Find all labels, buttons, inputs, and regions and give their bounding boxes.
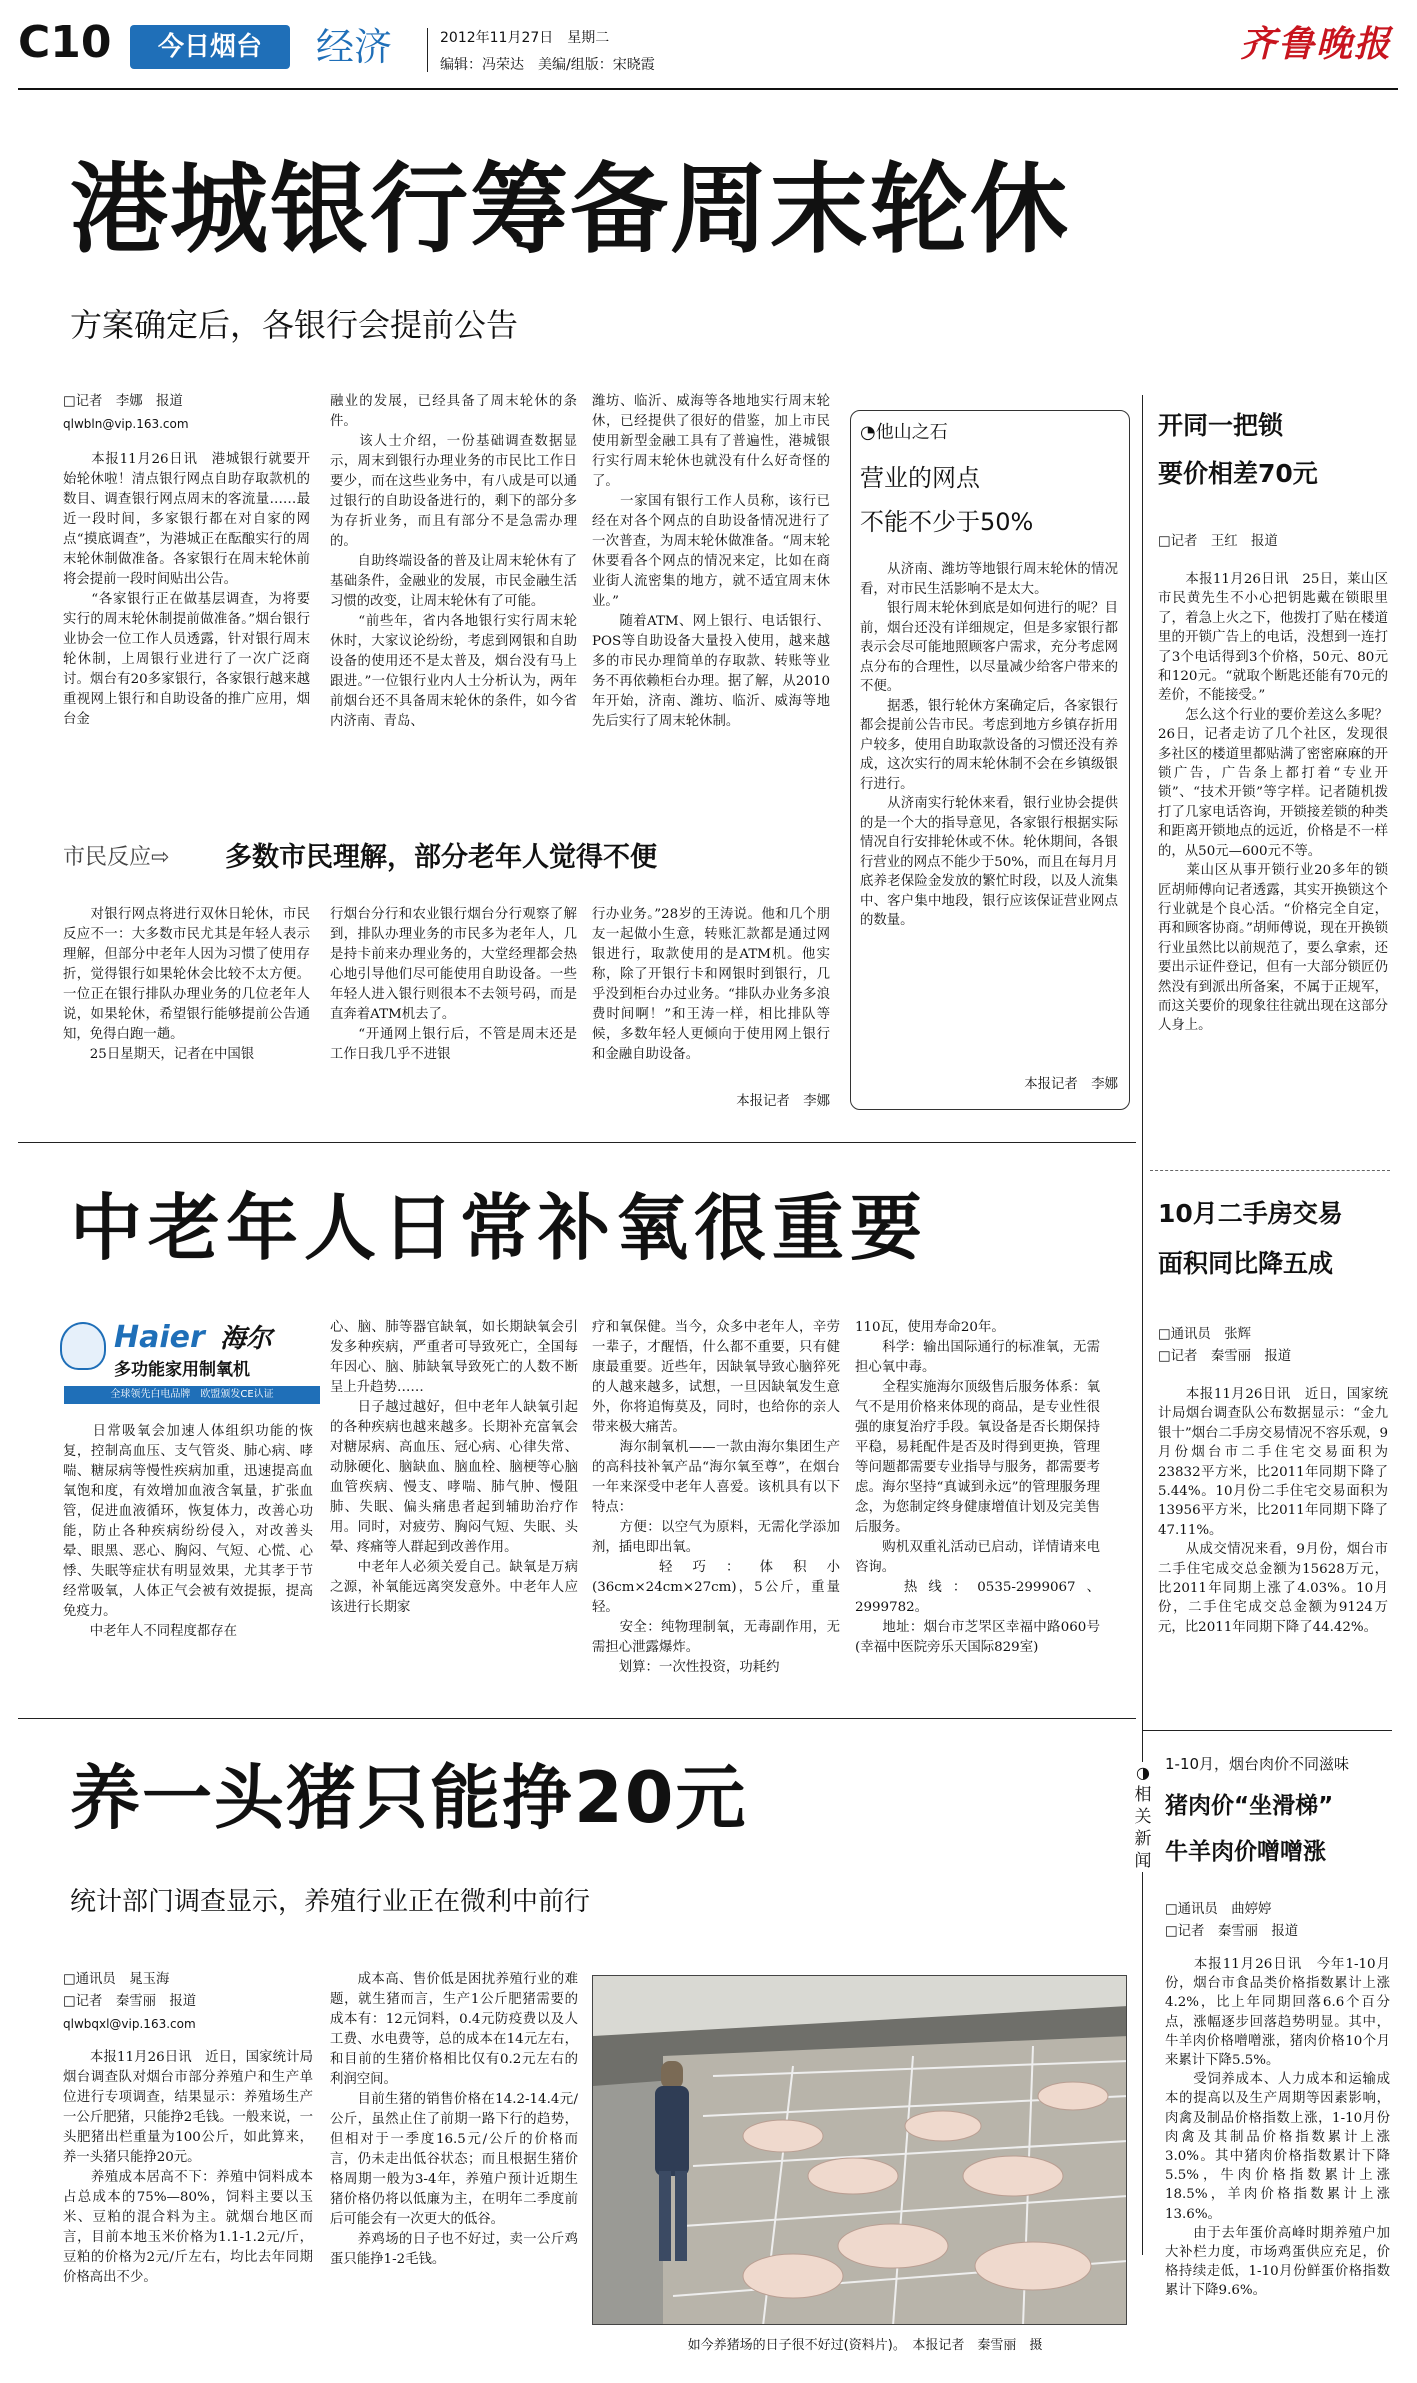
commentary-title-2: 不能不少于50% [860, 508, 1034, 536]
art1-col3: 潍坊、临沂、威海等各地地实行周末轮休，已经提供了很好的借鉴，加上市民使用新型金融工具有了普遍性，港城银行实行周末轮休也就没有什么好奇怪的了。 一家国有银行工作人员称，该行已经在对各个网点的自助设备情况进行了一次普查，为周末轮休做准备。“周末轮休要看各个网点的情况来定，比如在商业街人流密集的地方，就不适宜周末休业。” 随着ATM、网上银行、电话银行、POS等自助设备大量投入使用，越来越多的市民办理简单的存取款、转账等业务不再依赖柜台办理。据了解，从2010年开始，济南、潍坊、临沂、威海等地先后实行了周末轮休制。 [592, 394, 830, 729]
art3-byline-1: □通讯员 晁玉海 [63, 1972, 170, 1987]
art2-top-rule [18, 1142, 1136, 1143]
art3-email: qlwbqxl@vip.163.com [63, 2017, 196, 2031]
category-label: 经济 [316, 25, 393, 69]
art3-top-rule [18, 1718, 1136, 1719]
side2-byline-2: □记者 秦雪丽 报道 [1158, 1349, 1292, 1364]
side2-body: 本报11月26日讯 近日，国家统计局烟台调查队公布数据显示：“金九银十”烟台二手房交易情况不容乐观，9月份烟台市二手住宅交易面积为23832平方米，比2011年同期下降了5.44%。10月份二手住宅交易面积为13956平方米，比2011年同期下降了47.11%。 从成交情况来看，9月份，烟台市二手住宅成交总金额为15628万元，比2011年同期上涨了4.03%。10月份，二手住宅成交总金额为9124万元，比2011年同期下降了44.42%。 [1158, 1387, 1388, 1635]
commentary-title-1: 营业的网点 [860, 464, 980, 492]
commentary-body: 从济南、潍坊等地银行周末轮休的情况看，对市民生活影响不是太大。 银行周末轮休到底是如何进行的呢？目前，烟台还没有详细规定，但是多家银行都表示会尽可能地照顾客户需求，充分考虑网点分布的合理性，以尽量减少给客户带来的不便。 据悉，银行轮休方案确定后，各家银行都会提前公告市民。考虑到地方乡镇存折用户较多，使用自助取款设备的习惯还没有养成，这次实行的周末轮休制不会在乡镇级银行进行。 从济南实行轮休来看，银行业协会提供的是一个大的指导意见，各家银行根据实际情况自行安排轮休或不休。轮休期间，各银行营业的网点不能少于50%，而且在每月月底养老保险金发放的繁忙时段，以及人流集中、客户集中地段，银行应该保证营业网点的数量。 [860, 562, 1118, 928]
side1-title-1: 开同一把锁 [1158, 411, 1284, 440]
art1-email: qlwbln@vip.163.com [63, 417, 189, 431]
art2-col4: 110瓦，使用寿命20年。 科学：输出国际通行的标准氧，无需担心氧中毒。 全程实施海尔顶级售后服务体系：氧气不是用价格来体现的商品，是专业性很强的康复治疗手段。氧设备是否长期保持平稳，易耗配件是否及时得到更换，管理等问题都需要专业指导与服务，都需要考虑。海尔坚持“真诚到永远”的管理服务理念，为您制定终身健康增值计划及完美售后服务。 购机双重礼活动已启动，详情请来电咨询。 热线：0535-2999067、2999782。 地址：烟台市芝罘区幸福中路060号(幸福中医院旁乐天国际829室) [855, 1320, 1100, 1655]
side3-top-rule [1142, 1730, 1392, 1731]
pig-farm-photo [592, 1975, 1127, 2325]
side1-title-2: 要价相差70元 [1158, 459, 1318, 488]
commentary-logo: ◔他山之石 [860, 422, 948, 443]
related-news-icon: ◑ [1136, 1763, 1150, 1782]
pig-farm-photo-svg [593, 1976, 1127, 2325]
right-column-rule [1142, 395, 1143, 2255]
art1-col1: 本报11月26日讯 港城银行就要开始轮休啦！清点银行网点自助存取款机的数目、调查银行网点周末的客流量……最近一段时间，多家银行都在对自家的网点“摸底调查”，为港城正在酝酿实行的周末轮休制做准备。各家银行在周末轮休前将会提前一段时间贴出公告。 “各家银行正在做基层调查，为将要实行的周末轮休制提前做准备。”烟台银行业协会一位工作人员透露，针对银行周末轮休制，上周银行业进行了一次广泛商讨。烟台有20多家银行，各家银行越来越重视网上银行和自助设备的推广应用，烟台金 [63, 452, 310, 727]
date-line: 2012年11月27日 星期二 [440, 30, 610, 46]
art2-col1: 日常吸氧会加速人体组织功能的恢复，控制高血压、支气管炎、肺心病、哮喘、糖尿病等慢性疾病加重，迅速提高血氧饱和度，有效增加血液含氧量，扩张血管，促进血液循环，恢复体力，改善心功能，防止各种疾病纷纷侵入，对改善头晕、眼黑、恶心、胸闷、气短、心慌、心悸、失眠等症状有明显效果，尤其孝于节经常吸氧，人体正气会被有效提振，提高免疫力。 中老年人不同程度都存在 [63, 1424, 313, 1639]
art1-col4: 对银行网点将进行双休日轮休，市民反应不一：大多数市民尤其是年轻人表示理解，但部分中老年人因为习惯了使用存折，觉得银行如果轮休会比较不太方便。一位正在银行排队办理业务的几位老年人说，如果轮休，希望银行能够提前公告通知，免得白跑一趟。 25日星期天，记者在中国银 [63, 907, 310, 1062]
section-badge: 今日烟台 [130, 25, 290, 69]
art3-subtitle: 统计部门调查显示，养殖行业正在微利中前行 [70, 1887, 591, 1917]
side3-title-2: 牛羊肉价噌噌涨 [1165, 1839, 1326, 1865]
side3-byline-1: □通讯员 曲婷婷 [1165, 1902, 1272, 1917]
art1-end-signature: 本报记者 李娜 [736, 1094, 830, 1109]
art1-col5: 行烟台分行和农业银行烟台分行观察了解到，排队办理业务的市民多为老年人，几是持卡前来办理业务的，大堂经理都会热心地引导他们尽可能使用自助设备。一些年轻人进入银行则很本不去领号码，而是直奔着ATM机去了。 “开通网上银行后，不管是周末还是工作日我几乎不进银 [330, 907, 577, 1062]
haier-mascot-icon [60, 1322, 106, 1370]
art1-col2: 融业的发展，已经具备了周末轮休的条件。 该人士介绍，一份基础调查数据显示，周末到银行办理业务的市民比工作日要少，而在这些业务中，有八成是可以通过银行的自助设备进行的，剩下的部分多为存折业务，而且有部分不是急需办理的。 自助终端设备的普及让周末轮休有了基础条件，金融业的发展，市民金融生活习惯的改变，让周末轮休有了可能。 “前些年，省内各地银行实行周末轮休时，大家议论纷纷，考虑到网银和自助设备的使用还不是太普及，烟台没有马上跟进。”一位银行业内人士分析认为，两年前烟台还不具备周末轮休的条件，如今省内济南、青岛、 [330, 394, 577, 729]
side1-divider [1150, 1170, 1390, 1171]
side2-byline-1: □通讯员 张辉 [1158, 1327, 1251, 1342]
haier-brand: Haier [114, 1320, 205, 1355]
art1-byline: □记者 李娜 报道 [63, 394, 183, 409]
art2-col3: 疗和氧保健。当今，众多中老年人，辛劳一辈子，才醒悟，什么都不重要，只有健康最重要。近些年，因缺氧导致心脑猝死的人越来越多，试想，一旦因缺氧发生意外，你将追悔莫及，同时，也给你的亲人带来极大痛苦。 海尔制氧机——一款由海尔集团生产的高科技补氧产品“海尔氧至尊”，在烟台一年来深受中老年人喜爱。该机具有以下特点： 方便：以空气为原料，无需化学添加剂，插电即出氧。 轻巧：体积小(36cm×24cm×27cm)，5公斤，重量轻。 安全：纯物理制氧，无毒副作用，无需担心泄露爆炸。 划算：一次性投资，功耗约 [592, 1320, 840, 1675]
haier-product: 多功能家用制氧机 [114, 1360, 250, 1380]
art3-col2: 成本高、售价低是困扰养殖行业的难题，就生猪而言，生产1公斤肥猪需要的成本有：12元饲料，0.4元防疫费以及人工费、水电费等，总的成本在14元左右，和目前的生猪价格相比仅有0.2元左右的利润空间。 目前生猪的销售价格在14.2-14.4元/公斤，虽然止住了前期一路下行的趋势，但相对于一季度16.5元/公斤的价格而言，仍未走出低谷状态；而且根据生猪价格周期一般为3-4年，养殖户预计近期生猪价格仍将以低廉为主，在明年二季度前后可能会有一次更大的低谷。 养鸡场的日子也不好过，卖一公斤鸡蛋只能挣1-2毛钱。 [330, 1972, 578, 2267]
related-news-text: 相关新闻 [1134, 1785, 1152, 1871]
side1-byline: □记者 王红 报道 [1158, 534, 1278, 549]
photo-caption: 如今养猪场的日子很不好过(资料片)。 本报记者 秦雪丽 摄 [687, 2338, 1043, 2353]
art3-col1: 本报11月26日讯 近日，国家统计局烟台调查队对烟台市部分养殖户和生产单位进行专项调查，结果显示：养殖场生产一公斤肥猪，只能挣2毛钱。一般来说，一头肥猪出栏重量为100公斤，如此算来，养一头猪只能挣20元。 养殖成本居高不下：养殖中饲料成本占总成本的75%—80%，饲料主要以玉米、豆粕的混合料为主。就烟台地区而言，目前本地玉米价格为1.1-1.2元/斤，豆粕的价格为2元/斤左右，均比去年同期价格高出不少。 [63, 2050, 313, 2285]
haier-tagline: 全球领先白电品牌 欧盟颁发CE认证 [64, 1386, 320, 1404]
art1-subhead: 多数市民理解，部分老年人觉得不便 [225, 842, 657, 873]
side3-body: 本报11月26日讯 今年1-10月份，烟台市食品类价格指数累计上涨4.2%，比上年同期回落6.6个百分点，涨幅逐步回落趋势明显。其中，牛羊肉价格噌噌涨，猪肉价格10个月来累计下降5.5%。 受饲养成本、人力成本和运输成本的提高以及生产周期等因素影响，肉禽及制品价格指数上涨，1-10月份肉禽及其制品价格指数累计上涨3.0%。其中猪肉价格指数累计下降5.5%，牛肉价格指数累计上涨18.5%，羊肉价格指数累计上涨13.6%。 由于去年蛋价高峰时期养殖户加大补栏力度，市场鸡蛋供应充足，价格持续走低，1-10月份鲜蛋价格指数累计下降9.6%。 [1165, 1957, 1390, 2299]
art1-col6: 行办业务。”28岁的王涛说。他和几个朋友一起做小生意，转账汇款都是通过网银进行，取款使用的是ATM机。他实称，除了开银行卡和网银时到银行，几乎没到柜台办过业务。“排队办业务多浪费时间啊！”和王涛一样，相比排队等候，多数年轻人更倾向于使用网上银行和金融自助设备。 [592, 907, 830, 1062]
side1-body: 本报11月26日讯 25日，莱山区市民黄先生不小心把钥匙戴在锁眼里了，着急上火之下，他拨打了贴在楼道里的开锁广告上的电话，没想到一连打了3个电话得到3个价格，50元、80元和120元。“就取个断匙还能有70元的差价，不能接受。” 怎么这个行业的要价差这么多呢？26日，记者走访了几个社区，发现很多社区的楼道里都贴满了密密麻麻的开锁广告，广告条上都打着“专业开锁”、“技术开锁”等字样。记者随机拨打了几家电话咨询，开锁接差锁的种类和距离开锁地点的远近，价格是不一样的，从50元—600元不等。 莱山区从事开锁行业20多年的锁匠胡师傅向记者透露，其实开换锁这个行业就是个良心活。“价格完全自定，再和顾客协商。”胡师傅说，现在开换锁行业虽然比以前规范了，要么拿索，还要出示证件登记，但有一大部分锁匠仍然没有到派出所备案，不属于正规军，而这关要价的现象往往就出现在这部分人身上。 [1158, 572, 1388, 1034]
art1-subhead-label: 市民反应⇨ [63, 845, 170, 870]
editor-line: 编辑：冯荣达 美编/组版：宋晓霞 [440, 57, 655, 73]
commentary-signature: 本报记者 李娜 [1024, 1077, 1118, 1092]
header-rule [18, 88, 1398, 90]
art2-headline: 中老年人日常补氧很重要 [70, 1186, 929, 1270]
art2-col2: 心、脑、肺等器官缺氧，如长期缺氧会引发多种疾病，严重者可导致死亡，全国每年因心、脑、肺缺氧导致死亡的人数不断呈上升趋势…… 日子越过越好，但中老年人缺氧引起的各种疾病也越来越多。长期补充富氧会对糖尿病、高血压、冠心病、心律失常、动脉硬化、脑缺血、脑血栓、脑梗等心脑血管疾病、慢支、哮喘、肺气肿、慢阻肺、失眠、偏头痛患者起到辅助治疗作用。同时，对疲劳、胸闷气短、失眠、头晕、疼痛等人群起到改善作用。 中老年人必须关爱自己。缺氧是万病之源，补氧能远离突发意外。中老年人应该进行长期家 [330, 1320, 578, 1615]
side3-byline-2: □记者 秦雪丽 报道 [1165, 1924, 1299, 1939]
related-news-label [1130, 1762, 1156, 1872]
art3-byline-2: □记者 秦雪丽 报道 [63, 1994, 197, 2009]
header-divider [427, 28, 428, 72]
art1-headline: 港城银行筹备周末轮休 [70, 153, 1071, 267]
side3-title-1: 猪肉价“坐滑梯” [1165, 1793, 1334, 1819]
art1-subtitle: 方案确定后，各银行会提前公告 [70, 306, 519, 344]
art3-headline: 养一头猪只能挣20元 [70, 1757, 748, 1839]
side3-kicker: 1-10月，烟台肉价不同滋味 [1165, 1755, 1350, 1773]
side2-title-1: 10月二手房交易 [1158, 1199, 1343, 1228]
haier-ad-logo [60, 1318, 320, 1410]
haier-brand-cn: 海尔 [220, 1324, 273, 1354]
page-number: C10 [18, 17, 112, 68]
masthead-logo: 齐鲁晚报 [1240, 23, 1393, 65]
side2-title-2: 面积同比降五成 [1158, 1249, 1334, 1278]
